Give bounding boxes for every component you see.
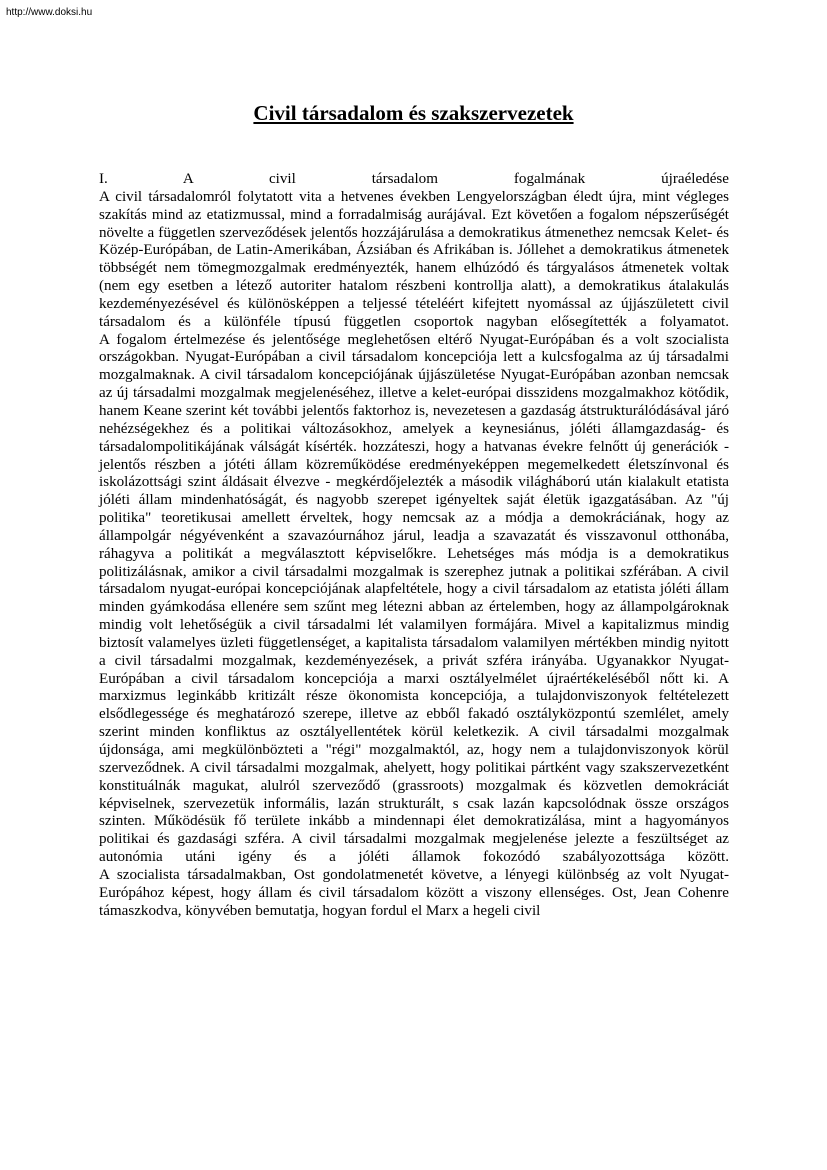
page-title: Civil társadalom és szakszervezetek: [253, 101, 574, 125]
section-heading: I. A civil társadalom fogalmának újraéledése: [99, 171, 729, 187]
source-url[interactable]: http://www.doksi.hu: [6, 7, 93, 18]
paragraph-2: A fogalom értelmezése és jelentősége meglehetősen eltérő Nyugat-Európában és a volt szocialista országokban. Nyugat-Európában a civil társadalom koncepciója lett a kulcsfogalma az új társadalmi mozgalmaknak. A civil társadalom koncepciójának újjászületése Nyugat-Európában azonban nemcsak az új társadalmi mozgalmak megjelenéséhez, illetve a kelet-európai disszidens mozgalmakhoz kötődik, hanem Keane szerint két további jelentős faktorhoz is, nevezetesen a gazdaság átstrukturálódásával járó nehézségekhez és a politikai változásokhoz, amelyek a keynesiánus, jóléti államgazdaság- és társadalompolitikájának válságát kísérték. hozzáteszi, hogy a hatvanas évekre felnőtt új generációk - jelentős részben a jótéti állam közreműködése eredményeképpen megemelkedett életszínvonal és iskolázottsági szint áldásait élvezve - megkérdőjelezték a második világháború után kialakult etatista jóléti állam mindenhatóságát, és nagyobb szerepet igényeltek saját életük igazgatásában. Az "új politika" teoretikusai amellett érveltek, hogy nemcsak az a módja a demokráciának, hogy az állampolgár négyévenként a szavazóurnához járul, leadja a szavazatát és visszavonul otthonába, ráhagyva a politikát a megválasztott képviselőkre. Lehetséges más módja is a demokratikus politizálásnak, amikor a civil társadalmi mozgalmak is szerephez jutnak a politikai szférában. A civil társadalom nyugat-európai koncepciójának alapfeltétele, hogy a civil társadalom az etatista jóléti állam minden gyámkodása ellenére sem szűnt meg létezni abban az értelemben, hogy az állampolgároknak mindig volt lehetőségük a civil társadalmi lét valamilyen formájára. Mivel a kapitalizmus mindig biztosít valamelyes üzleti függetlenséget, a kapitalista társadalom valamilyen mértékben mindig nyitott a civil társadalmi mozgalmak, kezdeményezések, a privát szféra irányába. Ugyanakkor Nyugat-Európában a civil társadalom koncepciója a marxi osztályelmélet újraértékeléséből nőtt ki. A marxizmus leginkább kritizált része ökonomista koncepciója, a tulajdonviszonyok feltételezett elsődlegessége és meghatározó szerepe, illetve az ebből fakadó osztályközpontú szemlélet, amely szerint minden konfliktus az osztályellentétek körül keletkezik. A civil társadalmi mozgalmak újdonsága, ami megkülönbözteti a "régi" mozgalmaktól, az, hogy nem a tulajdonviszonyok körül szerveződnek. A civil társadalmi mozgalmak, ahelyett, hogy politikai pártként vagy szakszervezetként konstituálnák magukat, alulról szerveződő (grassroots) mozgalmak és közvetlen demokráciát képviselnek, szervezetük informális, lazán strukturált, s csak lazán kapcsolódnak össze országos szinten. Működésük fő területe inkább a mindennapi élet demokratizálása, mint a hagyományos politikai és gazdasági szféra. A civil társadalmi mozgalmak megjelenése jelezte a feszültséget az autonómia utáni igény és a jóléti államok fokozódó szabályozottsága között.: [99, 331, 729, 866]
paragraph-3: A szocialista társadalmakban, Ost gondolatmenetét követve, a lényegi különbség az volt Nyugat-Európához képest, hogy állam és civil társadalom között a viszony ellenséges. Ost, Jean Cohenre támaszkodva, könyvében bemutatja, hogyan fordul el Marx a hegeli civil: [99, 866, 729, 919]
document-body: [99, 171, 729, 920]
paragraph-1: A civil társadalomról folytatott vita a hetvenes években Lengyelországban éledt újra, mint végleges szakítás mind az etatizmussal, mind a forradalmiság aurájával. Ezt követően a fogalom népszerűségét növelte a független szerveződések jelentős hozzájárulása a demokratikus átmenethez nemcsak Kelet- és Közép-Európában, de Latin-Amerikában, Ázsiában és Afrikában is. Jóllehet a demokratikus átmenetek többségét nem tömegmozgalmak eredményezték, hanem elhúzódó és tárgyalásos átmenetek voltak (nem egy esetben a létező autoriter hatalom részbeni kontrollja alatt), a demokratikus átalakulás kezdeményezésével és különösképpen a teljessé tételéért kifejtett nyomással az újjászületett civil társadalom és a különféle típusú független csoportok nagyban elősegítették a folyamatot.: [99, 188, 729, 330]
